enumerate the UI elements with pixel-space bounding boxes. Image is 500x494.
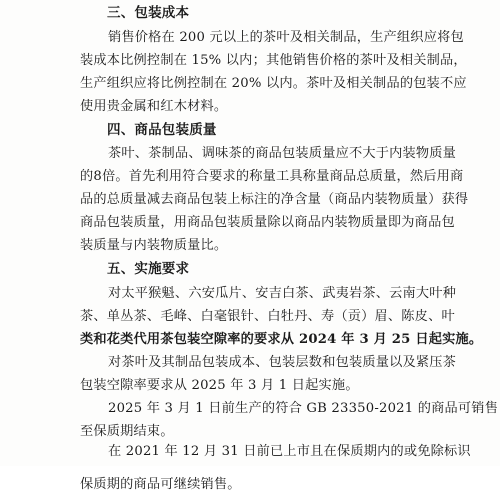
section-heading-packaging-quality: 四、商品包装质量 (107, 122, 217, 138)
paragraph-line: 销售价格在 200 元以上的茶叶及相关制品，生产组织应将包 (108, 30, 464, 45)
paragraph-line: 装质量与内装物质量比。 (80, 238, 228, 253)
paragraph-line: 茶叶、茶制品、调味茶的商品包装质量应不大于内装物质量 (108, 146, 457, 161)
paragraph-line: 包装空隙率要求从 2025 年 3 月 1 日起实施。 (80, 378, 359, 393)
paragraph-line: 生产组织应将比例控制在 20% 以内。茶叶及相关制品的包装不应 (80, 76, 467, 91)
paragraph-line: 在 2021 年 12 月 31 日前已上市且在保质期内的或免除标识 (108, 444, 471, 459)
section-heading-implementation: 五、实施要求 (107, 261, 190, 277)
paragraph-line: 至保质期结束。 (80, 424, 174, 439)
paragraph-line: 类和花类代用茶包装空隙率的要求从 2024 年 3 月 25 日起实施。 (80, 332, 483, 347)
paragraph-line: 装成本比例控制在 15% 以内；其他销售价格的茶叶及相关制品， (80, 53, 467, 68)
paragraph-line: 商品包装质量，用商品包装质量除以商品内装物质量即为商品包 (80, 215, 455, 230)
paragraph-line: 的8倍。首先利用符合要求的称量工具称量商品总质量，然后用商 (80, 169, 464, 184)
paragraph-line: 2025 年 3 月 1 日前生产的符合 GB 23350-2021 的商品可销售 (108, 401, 499, 416)
paragraph-line: 保质期的商品可继续销售。 (80, 477, 241, 492)
paragraph-line: 对茶叶及其制品包装成本、包装层数和包装质量以及紧压茶 (108, 355, 457, 370)
paragraph-line: 品的总质量减去商品包装上标注的净含量（商品内装物质量）获得 (80, 192, 469, 207)
paragraph-line: 茶、单丛茶、毛峰、白毫银针、白牡丹、寿（贡）眉、陈皮、叶 (80, 309, 455, 324)
paragraph-line: 使用贵金属和红木材料。 (80, 99, 228, 114)
paragraph-line: 对太平猴魁、六安瓜片、安吉白茶、武夷岩茶、云南大叶种 (108, 286, 457, 301)
section-heading-packaging-cost: 三、包装成本 (107, 5, 190, 21)
